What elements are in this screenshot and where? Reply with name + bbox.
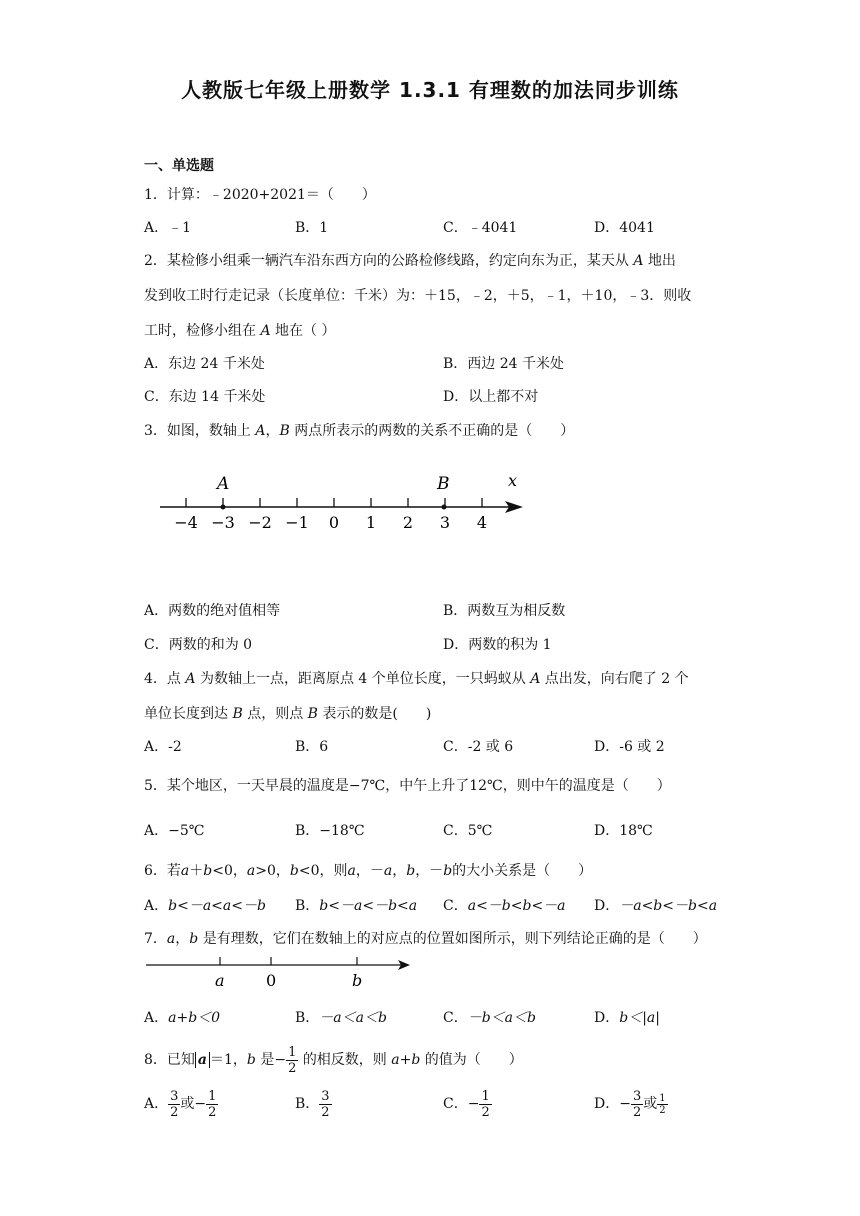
q6-option-b: B．b<－a<－b<a: [295, 898, 418, 914]
absolute-value-a: a: [195, 1052, 210, 1068]
q8-option-d: D．− $\frac{3}{2}$ 或 $\frac{1}{2}$: [594, 1088, 666, 1120]
q4-stem-line1: 4．点 A 为数轴上一点，距离原点 4 个单位长度，一只蚂蚁从 A 点出发，向右爬了 2 个: [144, 671, 689, 687]
axis-tick-label: 3: [439, 513, 451, 532]
q4-stem-line2: 单位长度到达 B 点，则点 B 表示的数是( ): [144, 706, 432, 722]
q7-option-a: A．a+b＜0: [144, 1010, 221, 1026]
page-title: 人教版七年级上册数学 1.3.1 有理数的加法同步训练: [181, 78, 679, 102]
axis-tick-label: 2: [402, 513, 414, 532]
fraction-one-half: $\frac{1}{2}$: [288, 1044, 297, 1076]
point-a-label: A: [633, 253, 644, 269]
q1-option-d: D．4041: [594, 220, 655, 236]
axis-tick-label: −1: [285, 513, 309, 532]
axis-variable-label: x: [508, 471, 518, 490]
q3-option-b: B．两数互为相反数: [443, 603, 566, 619]
axis-tick-label: −4: [174, 513, 198, 532]
q4-option-c: C．-2 或 6: [443, 739, 514, 755]
q4-option-b: B．6: [295, 739, 329, 755]
q4-option-a: A．-2: [144, 739, 182, 755]
q3-number-line: [155, 465, 535, 540]
q6-option-a: A．b<－a<a<－b: [144, 898, 266, 914]
q6-stem: 6．若a＋b<0，a>0，b<0，则a，－a，b，－b的大小关系是（ ）: [144, 863, 593, 879]
q1-option-a: A．﹣1: [144, 220, 192, 236]
q3-stem: 3．如图，数轴上 A，B 两点所表示的两数的关系不正确的是（ ）: [144, 423, 575, 439]
q1-option-b: B．1: [295, 220, 329, 236]
q5-option-b: B．−18℃: [295, 823, 365, 839]
q2-stem-line3: 工时，检修小组在 A 地在（ ）: [144, 323, 336, 339]
q5-option-d: D．18℃: [594, 823, 653, 839]
axis-label-b: b: [352, 971, 363, 990]
q3-option-c: C．两数的和为 0: [144, 637, 253, 653]
q1-option-c: C．﹣4041: [443, 220, 518, 236]
q7-number-line: [144, 952, 414, 992]
section-heading: 一、单选题: [144, 158, 214, 174]
q8-stem: 8．已知 a ＝1，b 是− $\frac{1}{2}$ 的相反数，则 a+b 的值为（ ）: [144, 1044, 523, 1076]
q4-option-d: D．-6 或 2: [594, 739, 665, 755]
axis-tick-label: 0: [328, 513, 340, 532]
q5-stem: 5．某个地区，一天早晨的温度是−7℃，中午上升了12℃，则中午的温度是（ ）: [144, 778, 671, 794]
q3-option-a: A．两数的绝对值相等: [144, 603, 281, 619]
q2-stem-line1: 2．某检修小组乘一辆汽车沿东西方向的公路检修线路，约定向东为正，某天从 A 地出: [144, 253, 676, 269]
q2-option-c: C．东边 14 千米处: [144, 389, 266, 405]
q8-option-a: A． $\frac{3}{2}$ 或− $\frac{1}{2}$: [144, 1088, 217, 1120]
q8-option-b: B． $\frac{3}{2}$: [295, 1088, 330, 1120]
axis-tick-label: 1: [365, 513, 377, 532]
q5-option-a: A．−5℃: [144, 823, 205, 839]
axis-tick-label: −2: [248, 513, 272, 532]
q7-option-c: C．－b＜a＜b: [443, 1010, 536, 1026]
q2-option-a: A．东边 24 千米处: [144, 356, 265, 372]
point-b-label: B: [437, 474, 450, 494]
q7-stem: 7．a，b 是有理数，它们在数轴上的对应点的位置如图所示，则下列结论正确的是（ ）: [144, 931, 707, 947]
q2-option-d: D．以上都不对: [443, 389, 539, 405]
q7-option-b: B．－a＜a＜b: [295, 1010, 387, 1026]
point-a-label: A: [217, 474, 230, 494]
q7-option-d: D．b＜|a|: [594, 1010, 660, 1026]
q2-option-b: B．西边 24 千米处: [443, 356, 565, 372]
axis-tick-label: 4: [476, 513, 488, 532]
axis-tick-label: −3: [211, 513, 235, 532]
q2-stem-line2: 发到收工时行走记录（长度单位：千米）为：＋15，﹣2，＋5，﹣1，＋10，﹣3．则收: [144, 288, 692, 304]
axis-label-zero: 0: [266, 971, 277, 990]
q6-option-c: C．a<－b<b<－a: [443, 898, 566, 914]
q8-option-c: C．− $\frac{1}{2}$: [443, 1088, 490, 1120]
axis-label-a: a: [215, 971, 225, 990]
q6-option-d: D．－a<b<－b<a: [594, 898, 718, 914]
q5-option-c: C．5℃: [443, 823, 493, 839]
q1-stem: 1．计算：﹣2020+2021＝（ ）: [144, 187, 376, 203]
q3-option-d: D．两数的积为 1: [443, 637, 552, 653]
